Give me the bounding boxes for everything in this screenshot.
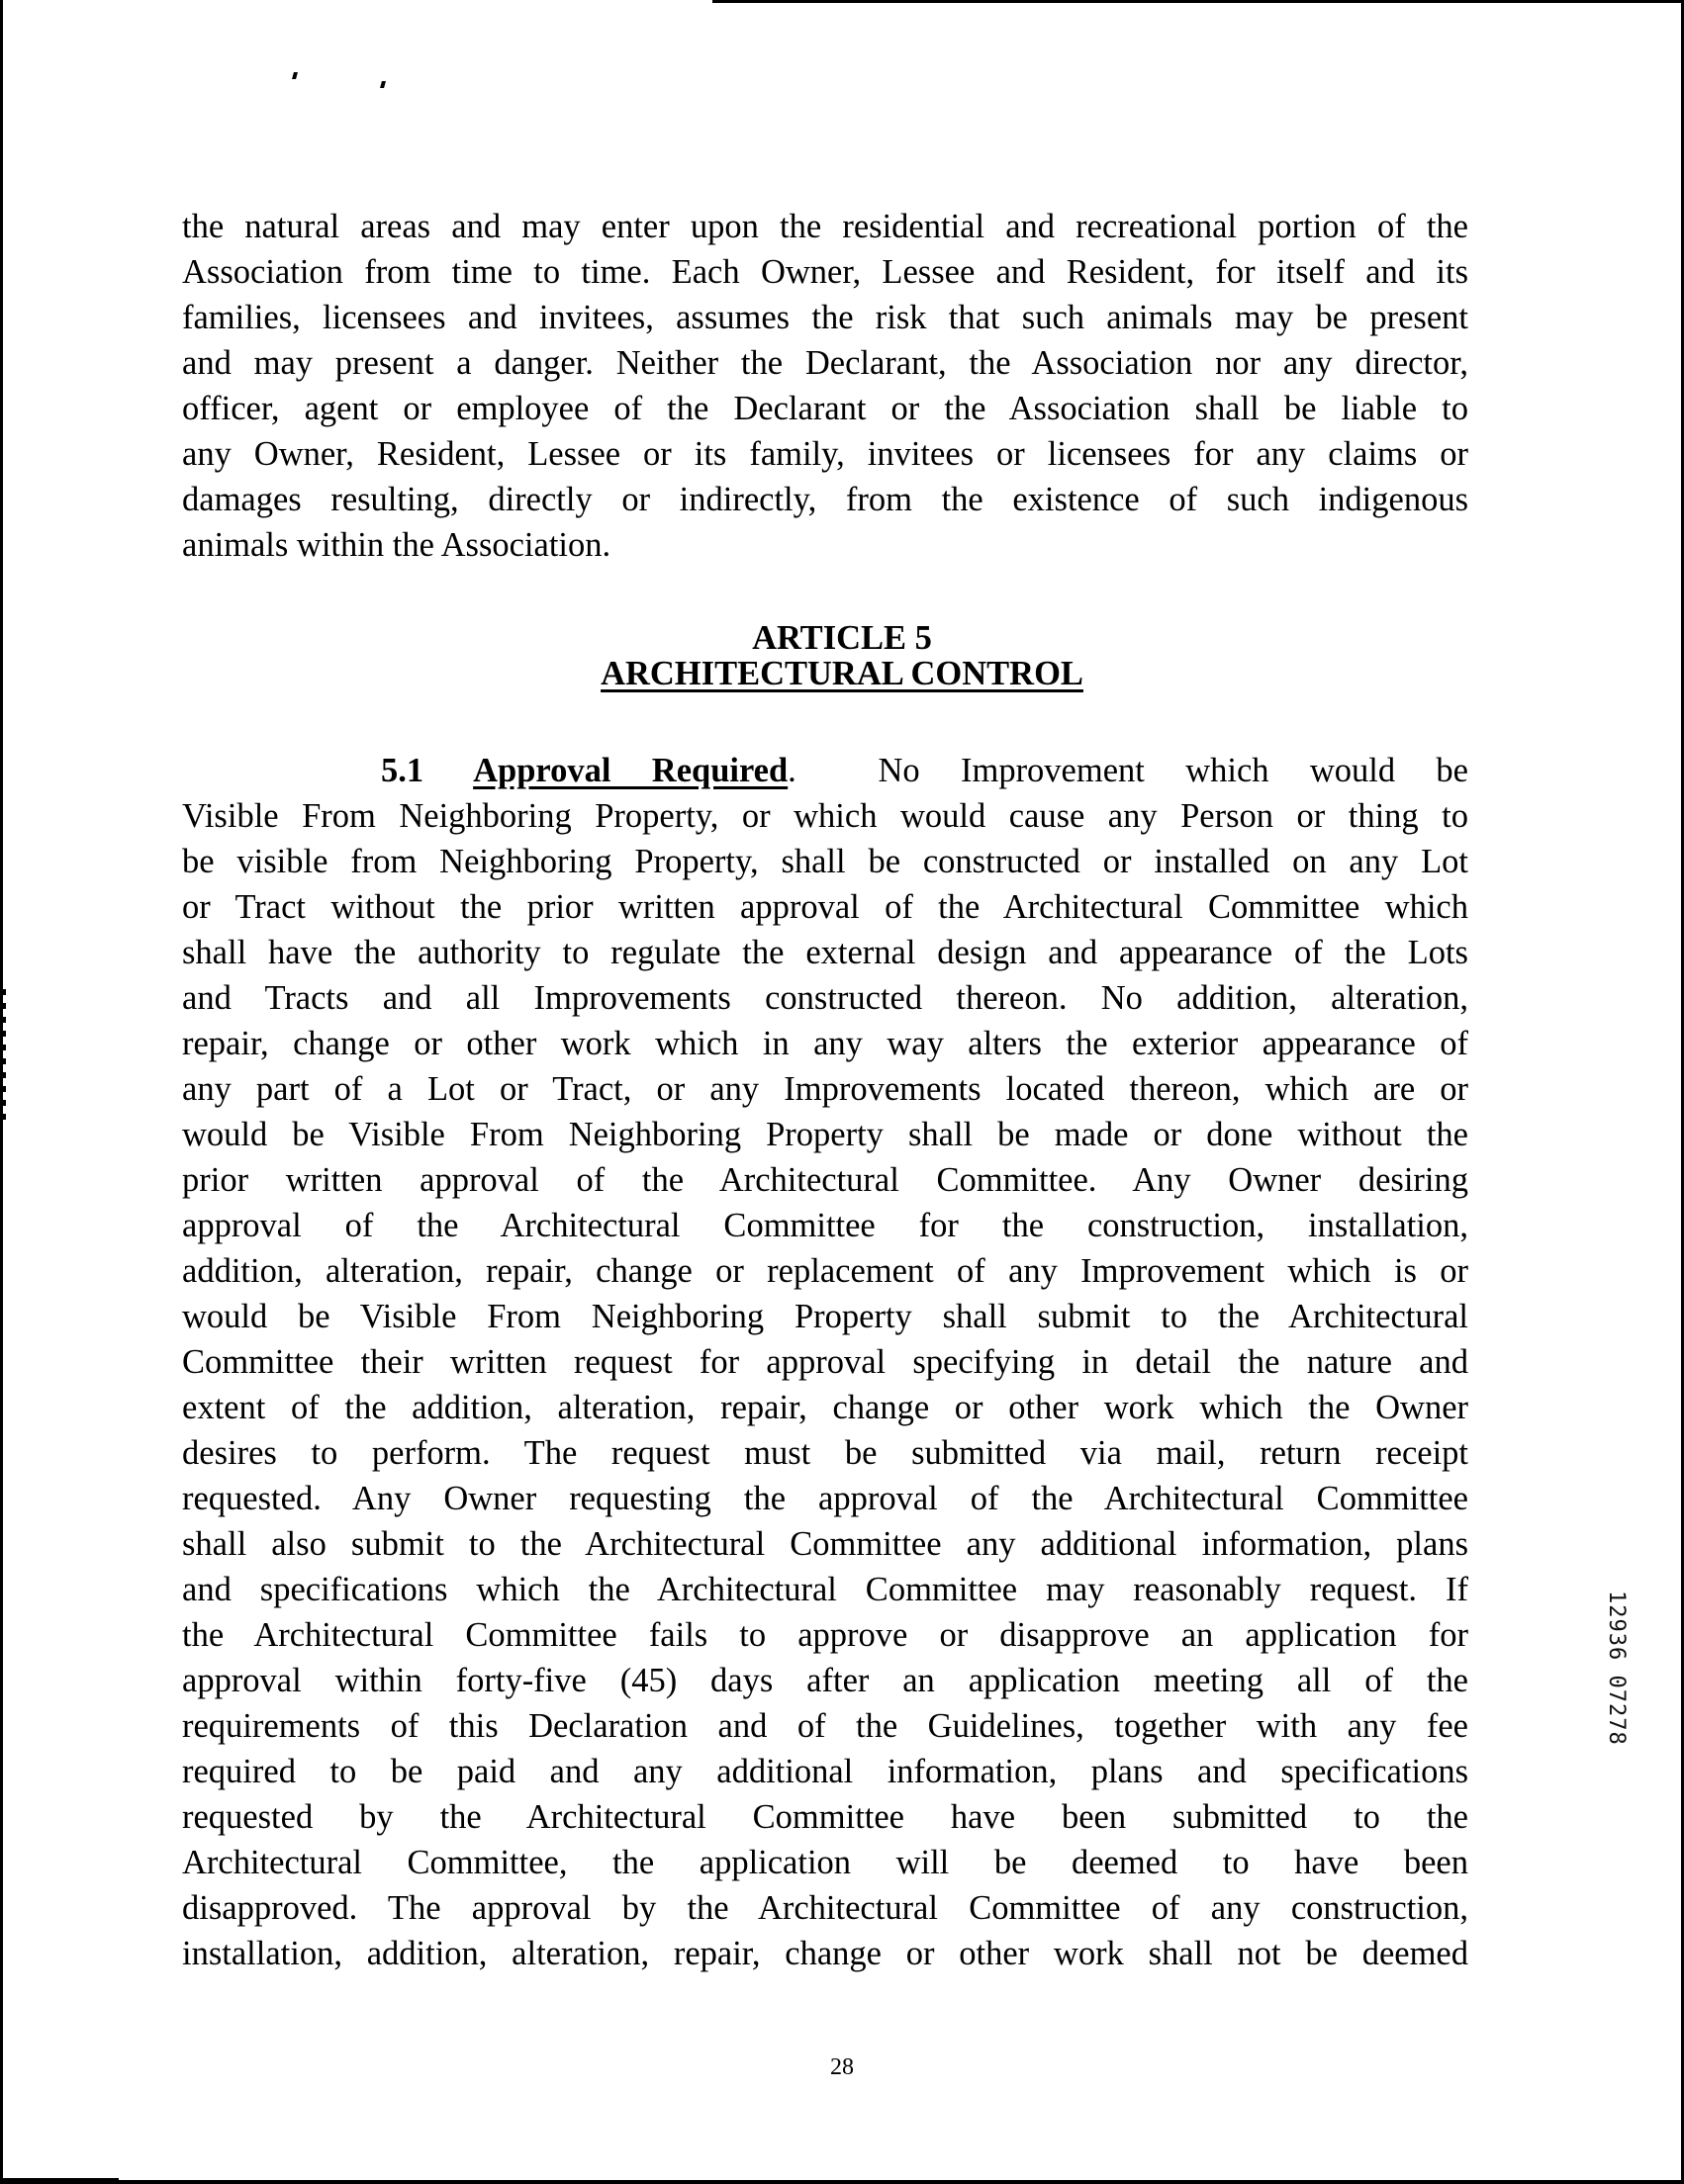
text-line: the Architectural Committee fails to approve or disapprove an application for [182,1616,1468,1654]
text-line: would be Visible From Neighboring Property shall be made or done without the [182,1116,1468,1153]
text-line: animals within the Association. [182,526,611,564]
text-line: and specifications which the Architectural Committee may reasonably request. If [182,1571,1468,1608]
text-line: requested. Any Owner requesting the approval of the Architectural Committee [182,1480,1468,1517]
text-line: approval of the Architectural Committee for the construction, installation, [182,1207,1468,1244]
text-line: be visible from Neighboring Property, shall be constructed or installed on any Lot [182,843,1468,880]
text-line: approval within forty-five (45) days after an application meeting all of the [182,1662,1468,1699]
text-line: requested by the Architectural Committee have been submitted to the [182,1798,1468,1836]
text-line: any Owner, Resident, Lessee or its family, invitees or licensees for any claims or [182,435,1468,473]
paragraph-continuation [182,204,1468,568]
text-line: requirements of this Declaration and of the Guidelines, together with any fee [182,1707,1468,1745]
text-line: shall also submit to the Architectural Committee any additional information, plans [182,1525,1468,1563]
text-line: Association from time to time. Each Owner, Lessee and Resident, for itself and its [182,253,1468,291]
section-first-line [182,748,1468,793]
text-line: families, licensees and invitees, assumes the risk that such animals may be present [182,299,1468,336]
text-line: installation, addition, alteration, repair, change or other work shall not be deemed [182,1935,1468,1972]
article-title: ARCHITECTURAL CONTROL [601,655,1083,692]
scan-speck [380,81,386,88]
text-line: Visible From Neighboring Property, or which would cause any Person or thing to [182,797,1468,835]
text-line: and may present a danger. Neither the Declarant, the Association nor any director, [182,344,1468,382]
text-line: Architectural Committee, the application will be deemed to have been [182,1844,1468,1881]
article-title-heading [0,651,1684,696]
text-line: or Tract without the prior written approval of the Architectural Committee which [182,888,1468,926]
text-line: disapproved. The approval by the Architectural Committee of any construction, [182,1889,1468,1927]
text-line: repair, change or other work which in any way alters the exterior appearance of [182,1025,1468,1062]
section-first-line-text: No Improvement which would be [878,752,1468,789]
scan-border-bottom-thick [0,2178,119,2184]
text-line: any part of a Lot or Tract, or any Improvements located thereon, which are or [182,1070,1468,1108]
scan-border-top [712,0,1684,3]
text-line: desires to perform. The request must be submitted via mail, return receipt [182,1434,1468,1472]
article-number-heading: ARTICLE 5 [752,619,932,657]
text-line: the natural areas and may enter upon the residential and recreational portion of the [182,208,1468,245]
scan-border-bottom [0,2180,1684,2184]
section-title-punct: . [788,752,796,789]
text-line: prior written approval of the Architectural Committee. Any Owner desiring [182,1161,1468,1199]
recording-number-stamp [1605,1591,1631,1746]
page-number: 28 [830,2054,854,2080]
scan-speck [292,72,298,79]
section-number: 5.1 [381,752,424,789]
text-line: and Tracts and all Improvements constructed thereon. No addition, alteration, [182,979,1468,1017]
text-line: would be Visible From Neighboring Property shall submit to the Architectural [182,1298,1468,1335]
text-line: Committee their written request for approval specifying in detail the nature and [182,1343,1468,1381]
text-line: damages resulting, directly or indirectly, from the existence of such indigenous [182,481,1468,518]
stamp-digits: 12936 07278 [1604,1591,1629,1746]
text-line: addition, alteration, repair, change or replacement of any Improvement which is or [182,1252,1468,1290]
text-line: required to be paid and any additional information, plans and specifications [182,1753,1468,1790]
text-line: extent of the addition, alteration, repair, change or other work which the Owner [182,1389,1468,1426]
section-5-1-paragraph [182,748,1468,1976]
text-line: officer, agent or employee of the Declarant or the Association shall be liable to [182,390,1468,427]
section-title: Approval Required [473,752,789,789]
text-line: shall have the authority to regulate the external design and appearance of the Lots [182,934,1468,971]
scan-edge-marks [0,989,6,1128]
